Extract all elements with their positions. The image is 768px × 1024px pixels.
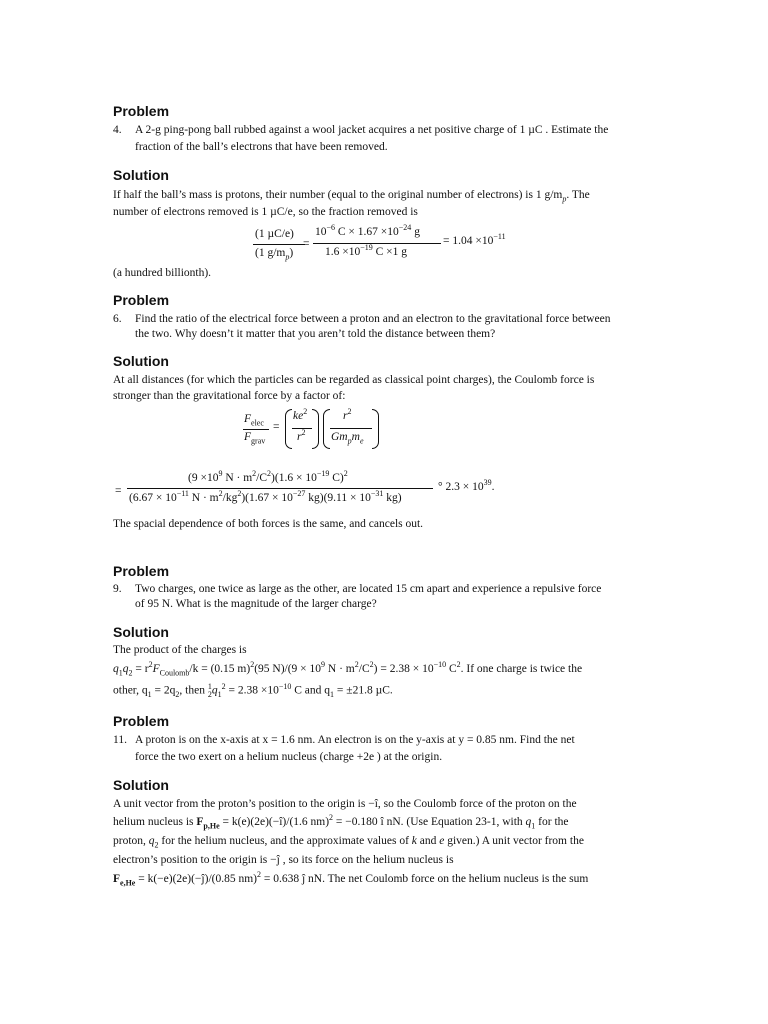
- problem-heading: Problem: [113, 563, 170, 579]
- solution-heading: Solution: [113, 353, 169, 369]
- solution-line: (a hundred billionth).: [113, 267, 212, 279]
- solution-heading: Solution: [113, 624, 169, 640]
- document-page: Problem 4. A 2-g ping-pong ball rubbed against a wool jacket acquires a net positive charge of 1 µC . Estimate the fraction of the ball’s electrons that have been removed. Solution If half the ball’s mass is protons, their number (equal to the original number of electrons) is 1 $g/m_p$. The number of electrons removed is 1 µC/e, so the fraction removed is (1 µC/e) (1 $g/m_p$) = $10^{-6}$ $C \times 1.67 \times 10^{-24}$ g $1.6 \times 10^{-19}$ C ×1 g = $1.04 \times 10^{-11}$ (a hundred billionth). Problem 6. Find the ratio of the electrical force between a proton and an electron to the gravitational force between the two. Why doesn’t it matter that you aren’t told the distance between them? Solution At all distances (for which the particles can be regarded as classical point charges), the Coulomb force is stronger than the gravitational force by a factor of: $F_{elec}$ $F_{grav}$ = $ke^2$ $r^2$ $r^2$ $Gm_pm_e$ = ($9 \times 10^9$ $N \cdot m^2/C^2)(1.6 \times 10^{-19}$ C)$^2$ ($6.67 \times 10^{-11}$ $N \cdot m^2/kg^2)(1.67 \times 10^{-27}$ $kg)(9.11 \times 10^{-31}$ kg) ° $2.3 \times 10^{39}$. The spacial dependence of both forces is the same, and cancels out. Problem 9. Two charges, one twice as large as the other, are located 15 cm apart and experience a repulsive force of 95 N. What is the magnitude of the larger charge? Solution The product of the charges is $q_1q_2 = r^2F_{Coulomb}/k = (0.15$ m)$^2$(95 $N)/(9 \times 10^9$ $N \cdot m^2/C^2) = 2.38 \times 10^{-10}$ $C^2$. If one charge is twice the other, $q_1 = 2q_2$, then 1 $2q_1^2 = 2.38 \times 10^{-10}$ C and $q_1 = \pm 21.8$ µC. Problem 11. A proton is on the x-axis at x = 1.6 nm. An electron is on the y-axis at y = 0.85 nm. Find the net force the two exert on a helium nucleus (charge +2e ) at the origin. Solution A unit vector from the proton’s position to the origin is −î, so the Coulomb force of the proton on the helium nucleus is $F_{p,He}$ = k(e)(2e)(−î)/(1.6 nm)$^2$ = −0.180 î nN. (Use Equation 23-1, with $q_1$ for the proton, $q_2$ for the helium nucleus, and the approximate values of k and e given.) A unit vector from the electron’s position to the origin is −ĵ , so its force on the helium nucleus is $F_{e,He}$ = k(−e)(2e)(−ĵ)/(0.85 nm)$^2$ = 0.638 ĵ nN. The net Coulomb force on the helium nucleus is the sum: [113, 103, 611, 888]
- problem-statement-line: Find the ratio of the electrical force between a proton and an electron to the gravitational force between: [135, 313, 611, 325]
- solution-line: At all distances (for which the particles can be regarded as classical point charges), the Coulomb force is: [113, 374, 595, 386]
- solution-line: number of electrons removed is 1 µC/e, so the fraction removed is: [113, 206, 418, 218]
- problem-statement-line: Two charges, one twice as large as the other, are located 15 cm apart and experience a repulsive force: [135, 583, 602, 595]
- problem-heading: Problem: [113, 292, 170, 308]
- problem-statement-line: A proton is on the x-axis at x = 1.6 nm. An electron is on the y-axis at y = 0.85 nm. Find the net: [135, 734, 575, 746]
- problem-number: 6.: [113, 313, 122, 325]
- problem-statement-line: force the two exert on a helium nucleus (charge +2e ) at the origin.: [135, 751, 443, 763]
- solution-line: stronger than the gravitational force by a factor of:: [113, 390, 346, 402]
- problem-heading: Problem: [113, 103, 170, 119]
- solution-line: $q_1q_2 = r^2F_{Coulomb}/k = (0.15$ m)$^2$(95 $N)/(9 \times 10^9$ $N \cdot m^2/C^2) = 2.38 \times 10^{-10}$ $C^2$. If one charge is twice the: [113, 660, 583, 678]
- solution-line: proton, $q_2$ for the helium nucleus, and the approximate values of k and e given.) A unit vector from the: [113, 835, 584, 850]
- solution-line: helium nucleus is $F_{p,He}$ = k(e)(2e)(−î)/(1.6 nm)$^2$ = −0.180 î nN. (Use Equation 23-1, with $q_1$ for the: [113, 813, 569, 831]
- problem-statement-line: of 95 N. What is the magnitude of the larger charge?: [135, 598, 377, 610]
- solution-line: If half the ball’s mass is protons, their number (equal to the original number of electrons) is 1 $g/m_p$. The: [113, 189, 590, 204]
- solution-heading: Solution: [113, 167, 169, 183]
- solution-line: electron’s position to the origin is −ĵ , so its force on the helium nucleus is: [113, 854, 454, 866]
- problem-statement-line: the two. Why doesn’t it matter that you aren’t told the distance between them?: [135, 328, 496, 340]
- solution-heading: Solution: [113, 777, 169, 793]
- problem-number: 4.: [113, 124, 122, 136]
- solution-line: The product of the charges is: [113, 644, 247, 656]
- solution-line: A unit vector from the proton’s position to the origin is −î, so the Coulomb force of the proton on the: [113, 798, 577, 810]
- solution-line: other, $q_1 = 2q_2$, then 1 $2q_1^2 = 2.38 \times 10^{-10}$ C and $q_1 = \pm 21.8$ µC.: [113, 681, 393, 699]
- problem-number: 9.: [113, 583, 122, 595]
- problem-statement-line: fraction of the ball’s electrons that have been removed.: [135, 141, 388, 153]
- problem-number: 11.: [113, 734, 127, 746]
- solution-line: $F_{e,He}$ = k(−e)(2e)(−ĵ)/(0.85 nm)$^2$ = 0.638 ĵ nN. The net Coulomb force on the helium nucleus is the sum: [113, 870, 589, 888]
- solution-line: The spacial dependence of both forces is the same, and cancels out.: [113, 518, 424, 530]
- problem-statement-line: A 2-g ping-pong ball rubbed against a wool jacket acquires a net positive charge of 1 µC . Estimate the: [135, 124, 609, 136]
- problem-heading: Problem: [113, 713, 170, 729]
